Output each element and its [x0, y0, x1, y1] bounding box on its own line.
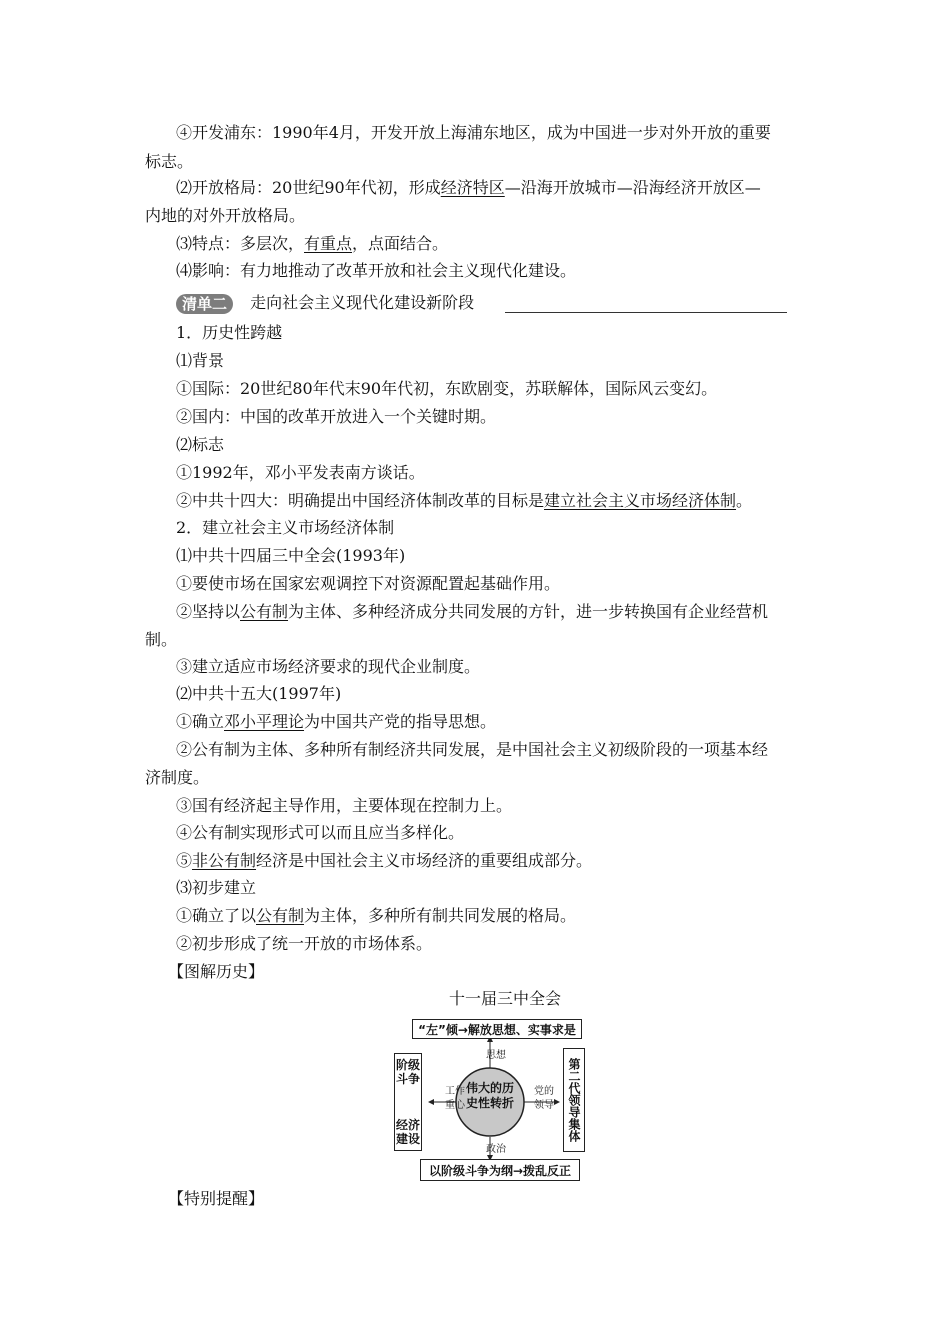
- paragraph-line: ②初步形成了统一开放的市场体系。: [176, 934, 433, 953]
- paragraph-line: ⑵开放格局：20世纪90年代初，形成经济特区—沿海开放城市—沿海经济开放区—: [176, 178, 761, 197]
- underlined-term: 经济特区: [440, 178, 505, 197]
- underlined-term: 公有制: [256, 906, 305, 925]
- paragraph-line: ⑶初步建立: [176, 878, 257, 897]
- left-box-bottom-text: 经济建设: [396, 1118, 421, 1146]
- underlined-term: 公有制: [240, 602, 289, 621]
- paragraph-line: ⑷影响：有力地推动了改革开放和社会主义现代化建设。: [176, 261, 577, 280]
- paragraph-line: 制。: [145, 630, 178, 649]
- section-heading: [176, 292, 474, 314]
- label-top: 思想: [486, 1050, 506, 1061]
- paragraph-line: ①确立邓小平理论为中国共产党的指导思想。: [176, 712, 497, 731]
- paragraph-line: ①要使市场在国家宏观调控下对资源配置起基础作用。: [176, 574, 561, 593]
- paragraph-line: 标志。: [145, 152, 194, 171]
- paragraph-line: ⑴背景: [176, 351, 225, 370]
- diagram-title: 十一届三中全会: [448, 989, 561, 1008]
- paragraph-line: ④开发浦东：1990年4月，开发开放上海浦东地区，成为中国进一步对外开放的重要: [176, 123, 771, 142]
- paragraph-line: ①国际：20世纪80年代末90年代初，东欧剧变，苏联解体，国际风云变幻。: [176, 379, 718, 398]
- paragraph-line: 内地的对外开放格局。: [145, 206, 306, 225]
- label-left: 工作重心: [445, 1086, 465, 1111]
- left-box: [394, 1053, 422, 1151]
- paragraph-line: ⑵中共十五大(1997年): [176, 684, 342, 703]
- paragraph-line: ①1992年，邓小平发表南方谈话。: [176, 463, 425, 482]
- right-box-text: 第二代领导集体: [567, 1058, 581, 1142]
- paragraph-line: ③建立适应市场经济要求的现代企业制度。: [176, 657, 481, 676]
- heading-line: 2．建立社会主义市场经济体制: [176, 518, 395, 537]
- left-box-top-text: 阶级斗争: [396, 1058, 421, 1086]
- paragraph-line: ②国内：中国的改革开放进入一个关键时期。: [176, 407, 497, 426]
- section-badge: 清单二: [176, 294, 233, 314]
- underlined-term: 非公有制: [192, 851, 257, 870]
- paragraph-line: ②坚持以公有制为主体、多种经济成分共同发展的方针，进一步转换国有企业经营机: [176, 602, 769, 621]
- paragraph-line: ⑴中共十四届三中全会(1993年): [176, 546, 406, 565]
- top-box: “左”倾→解放思想、实事求是: [412, 1019, 582, 1039]
- paragraph-line: ②中共十四大：明确提出中国经济体制改革的目标是建立社会主义市场经济体制。: [176, 491, 753, 510]
- label-bottom: 政治: [486, 1144, 506, 1155]
- section-rule: [505, 312, 787, 313]
- paragraph-line: 济制度。: [145, 768, 210, 787]
- label-right: 党的领导: [534, 1086, 554, 1111]
- paragraph-line: ⑤非公有制经济是中国社会主义市场经济的重要组成部分。: [176, 851, 593, 870]
- paragraph-line: ③国有经济起主导作用，主要体现在控制力上。: [176, 796, 513, 815]
- underlined-term: 有重点: [304, 234, 353, 253]
- paragraph-line: ⑶特点：多层次，有重点，点面结合。: [176, 234, 449, 253]
- section-title: 走向社会主义现代化建设新阶段: [250, 293, 475, 312]
- paragraph-line: ②公有制为主体、多种所有制经济共同发展，是中国社会主义初级阶段的一项基本经: [176, 740, 769, 759]
- paragraph-line: ①确立了以公有制为主体，多种所有制共同发展的格局。: [176, 906, 577, 925]
- paragraph-line: ④公有制实现形式可以而且应当多样化。: [176, 823, 465, 842]
- underlined-term: 建立社会主义市场经济体制: [544, 491, 737, 510]
- paragraph-line: ⑵标志: [176, 435, 225, 454]
- section-label: 【图解历史】: [168, 962, 265, 981]
- center-text: 伟大的历史性转折: [465, 1081, 514, 1110]
- underlined-term: 邓小平理论: [224, 712, 305, 731]
- section-label: 【特别提醒】: [168, 1189, 265, 1208]
- bottom-box: 以阶级斗争为纲→拨乱反正: [420, 1159, 580, 1181]
- right-box: [563, 1048, 585, 1152]
- heading-line: 1．历史性跨越: [176, 323, 283, 342]
